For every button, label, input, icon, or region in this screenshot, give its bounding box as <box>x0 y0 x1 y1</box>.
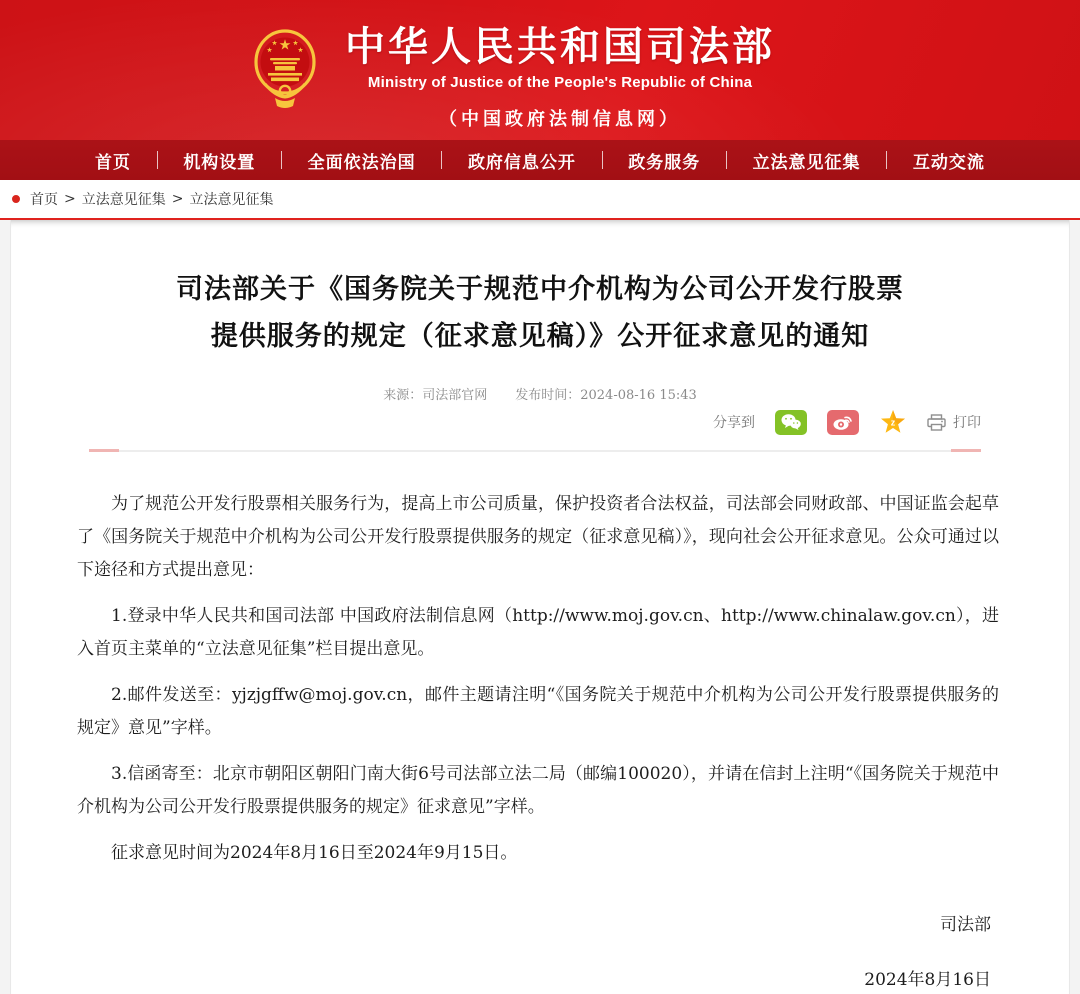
print-icon <box>927 414 946 431</box>
china-national-emblem-icon <box>253 28 317 120</box>
print-button[interactable] <box>927 412 981 432</box>
site-title: 中华人民共和国司法部 <box>345 23 775 70</box>
article-card <box>10 220 1070 994</box>
article-title-line1: 司法部关于《国务院关于规范中介机构为公司公开发行股票 <box>176 274 904 305</box>
article-title-line2: 提供服务的规定（征求意见稿）》公开征求意见的通知 <box>210 321 870 352</box>
breadcrumb <box>0 180 1080 220</box>
share-label: 分享到 <box>713 415 755 431</box>
breadcrumb-dot-icon <box>12 195 20 203</box>
meta-source-value: 司法部官网 <box>422 388 488 403</box>
page-body <box>0 220 1080 994</box>
breadcrumb-separator: > <box>64 191 76 207</box>
share-toolbar <box>11 407 981 437</box>
meta-source-label: 来源： <box>383 388 423 403</box>
wechat-icon <box>780 413 802 431</box>
nav-item-gov-services[interactable]: 政务服务 <box>628 152 701 173</box>
divider-left-cap <box>89 449 119 452</box>
nav-item-interaction[interactable]: 互动交流 <box>912 152 985 173</box>
breadcrumb-section[interactable]: 立法意见征集 <box>81 192 166 208</box>
site-subtitle-english: Ministry of Justice of the People's Republic of China <box>367 74 753 91</box>
article-paragraph: 2.邮件发送至：yjzjgffw@moj.gov.cn，邮件主题请注明“《国务院关于规范中介机构为公司公开发行股票提供服务的规定》意见”字样。 <box>77 685 999 738</box>
site-header-banner <box>0 0 1080 140</box>
nav-separator <box>726 151 727 169</box>
content-divider <box>89 449 981 452</box>
article-title <box>11 220 1069 360</box>
article-paragraph: 1.登录中华人民共和国司法部 中国政府法制信息网（http://www.moj.gov.cn、http://www.chinalaw.gov.cn），进入首页主菜单的“立法意见征集”栏目提出意见。 <box>77 606 999 659</box>
qzone-share-button[interactable] <box>879 410 907 435</box>
nav-separator <box>602 151 603 169</box>
site-subtitle-chinese: （中国政府法制信息网） <box>439 109 681 130</box>
article-signature: 司法部 <box>940 915 991 935</box>
article-paragraph: 为了规范公开发行股票相关服务行为，提高上市公司质量，保护投资者合法权益，司法部会同财政部、中国证监会起草了《国务院关于规范中介机构为公司公开发行股票提供服务的规定（征求意见稿）》，现向社会公开征求意见。公众可通过以下途径和方式提出意见： <box>77 494 999 580</box>
svg-text:z: z <box>890 417 896 428</box>
meta-time-label: 发布时间： <box>515 388 581 403</box>
nav-separator <box>157 151 158 169</box>
nav-item-gov-info[interactable]: 政府信息公开 <box>467 152 576 173</box>
nav-item-rule-of-law[interactable]: 全面依法治国 <box>307 152 416 173</box>
breadcrumb-home[interactable]: 首页 <box>30 192 58 208</box>
nav-item-organization[interactable]: 机构设置 <box>183 152 256 173</box>
nav-separator <box>886 151 887 169</box>
nav-item-home[interactable]: 首页 <box>95 152 131 173</box>
article-paragraph: 3.信函寄至：北京市朝阳区朝阳门南大街6号司法部立法二局（邮编100020），并请在信封上注明“《国务院关于规范中介机构为公司公开发行股票提供服务的规定》征求意见”字样。 <box>77 764 999 817</box>
weibo-icon <box>832 413 854 431</box>
divider-right-cap <box>951 449 981 452</box>
meta-time-value: 2024-08-16 15:43 <box>580 388 697 403</box>
nav-separator <box>281 151 282 169</box>
article-paragraph: 征求意见时间为2024年8月16日至2024年9月15日。 <box>111 843 518 863</box>
weibo-share-button[interactable] <box>827 410 859 435</box>
article-meta <box>11 384 1069 403</box>
breadcrumb-separator: > <box>171 191 184 207</box>
divider-line <box>119 450 951 452</box>
print-label: 打印 <box>953 415 981 431</box>
qzone-star-icon <box>880 409 906 435</box>
wechat-share-button[interactable] <box>775 410 807 435</box>
main-navigation <box>0 140 1080 180</box>
nav-separator <box>441 151 442 169</box>
article-body <box>77 488 999 870</box>
breadcrumb-current: 立法意见征集 <box>189 192 274 208</box>
article-date: 2024年8月16日 <box>864 970 991 990</box>
nav-item-legislation-comments[interactable]: 立法意见征集 <box>752 152 861 173</box>
